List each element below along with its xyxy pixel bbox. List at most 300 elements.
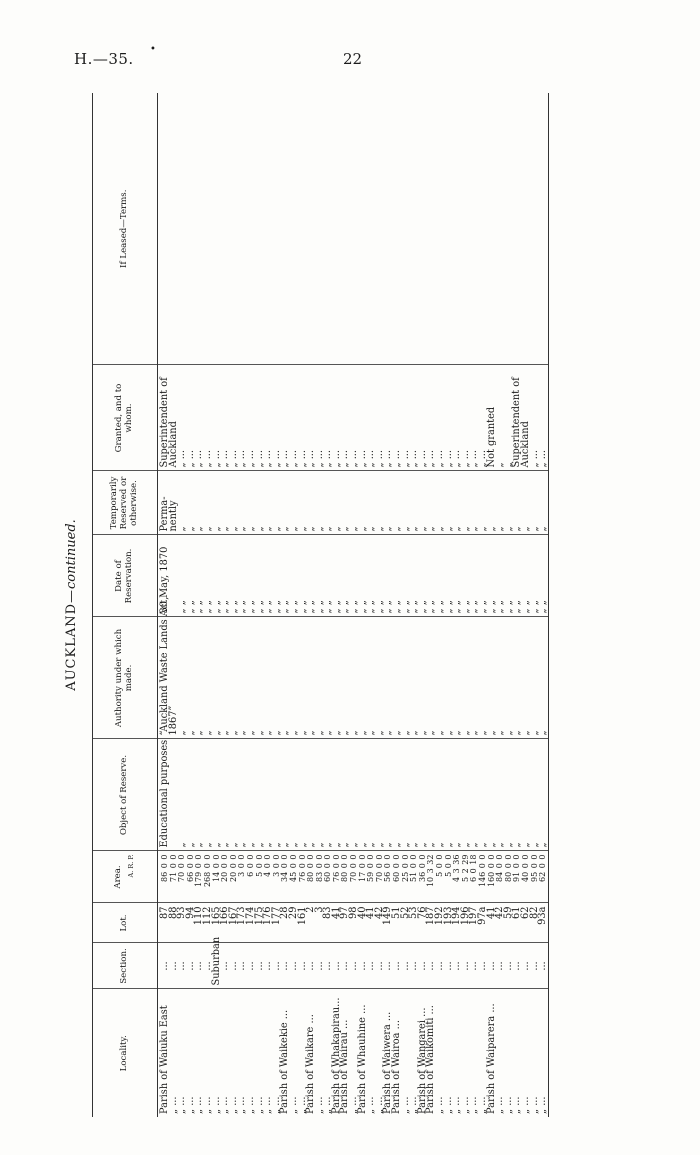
cell-granted: „ ... [384, 365, 393, 471]
cell-lot: 97 [341, 903, 350, 943]
cell-section: ... [350, 943, 359, 989]
cell-locality: Parish of Wairau ... [339, 1019, 351, 1114]
cell-object: „ [479, 739, 488, 851]
cell-temp: „ [470, 471, 479, 535]
cell-temp: „ [445, 471, 454, 535]
col-leased: If Leased—Terms. [93, 93, 158, 365]
cell-locality: „ ... [494, 1096, 506, 1114]
cell-object: „ [213, 739, 222, 851]
cell-date: „ „ [410, 535, 419, 617]
cell-lot: 194 [453, 903, 462, 943]
cell-object: „ [531, 739, 540, 851]
cell-leased [299, 93, 308, 365]
cell-lot: 161 [299, 903, 308, 943]
cell-temp: „ [178, 471, 187, 535]
cell-temp: „ [195, 471, 204, 535]
cell-locality: Parish of Whauhine ... [356, 1004, 368, 1114]
cell-area: 71 0 0 [170, 851, 179, 903]
cell-temp: „ [359, 471, 368, 535]
cell-date: „ „ [187, 535, 196, 617]
cell-object: „ [427, 739, 436, 851]
cell-object: „ [195, 739, 204, 851]
cell-granted: „ ... [531, 365, 540, 471]
cell-locality: „ ... [244, 1096, 256, 1114]
cell-lot: 51 [393, 903, 402, 943]
cell-leased [393, 93, 402, 365]
cell-date: „ „ [256, 535, 265, 617]
cell-temp: „ [453, 471, 462, 535]
cell-date: „ „ [453, 535, 462, 617]
cell-section: Suburban [213, 943, 222, 989]
col-area [93, 851, 158, 903]
cell-temp: „ [316, 471, 325, 535]
cell-date: „ „ [419, 535, 428, 617]
cell-authority: „ [290, 617, 299, 739]
cell-granted: „ ... [187, 365, 196, 471]
cell-area: 83 0 0 [316, 851, 325, 903]
header-row [93, 93, 158, 1117]
cell-area: 40 0 0 [522, 851, 531, 903]
cell-leased [187, 93, 196, 365]
cell-lot: 83 [324, 903, 333, 943]
cell-date: „ „ [367, 535, 376, 617]
cell-leased [247, 93, 256, 365]
cell-area: 20 0 0 [230, 851, 239, 903]
cell-granted: „ ... [445, 365, 454, 471]
cell-area: 59 0 0 [367, 851, 376, 903]
cell-date: „ „ [393, 535, 402, 617]
cell-area: 66 0 0 [187, 851, 196, 903]
cell-leased [445, 93, 454, 365]
cell-temp: „ [402, 471, 411, 535]
cell-granted: „ ... [230, 365, 239, 471]
cell-locality: „ ... [365, 1096, 377, 1114]
cell-granted: „ ... [264, 365, 273, 471]
table-title-italic: continued. [64, 519, 79, 589]
cell-date: „ „ [204, 535, 213, 617]
cell-object: „ [324, 739, 333, 851]
cell-locality: „ ... [201, 1096, 213, 1114]
cell-date: „ „ [230, 535, 239, 617]
cell-locality: „ ... [176, 1096, 188, 1114]
cell-authority: „ [316, 617, 325, 739]
cell-section: ... [496, 943, 505, 989]
cell-locality: „ ... [296, 1096, 308, 1114]
cell-locality: „ ... [476, 1096, 488, 1114]
cell-date: „ „ [299, 535, 308, 617]
cell-granted: „ ... [204, 365, 213, 471]
cell-area: 70 0 0 [178, 851, 187, 903]
cell-lot: 110 [195, 903, 204, 943]
cell-section: ... [299, 943, 308, 989]
cell-lot: 193 [445, 903, 454, 943]
cell-date: „ „ [427, 535, 436, 617]
cell-lot: 41 [488, 903, 497, 943]
cell-date: „ „ [316, 535, 325, 617]
cell-leased [479, 93, 488, 365]
cell-locality: „ ... [210, 1096, 222, 1114]
cell-section: ... [522, 943, 531, 989]
cell-section: ... [419, 943, 428, 989]
cell-object: „ [522, 739, 531, 851]
cell-section: ... [170, 943, 179, 989]
cell-locality: „ ... [253, 1096, 265, 1114]
cell-granted: „ ... [213, 365, 222, 471]
cell-section: ... [195, 943, 204, 989]
cell-leased [273, 93, 282, 365]
cell-date: „ „ [539, 535, 548, 617]
cell-object: „ [221, 739, 230, 851]
cell-locality: Parish of Waiparera ... [485, 1003, 497, 1114]
cell-section: ... [384, 943, 393, 989]
cell-leased [462, 93, 471, 365]
cell-authority: „ [505, 617, 514, 739]
cell-object: „ [376, 739, 385, 851]
cell-lot: 177 [273, 903, 282, 943]
cell-authority: „ [256, 617, 265, 739]
cell-temp: „ [410, 471, 419, 535]
cell-lot: 41 [367, 903, 376, 943]
cell-area: 6 0 0 [247, 851, 256, 903]
cell-authority: „ [384, 617, 393, 739]
cell-locality: „ ... [528, 1096, 540, 1114]
cell-locality: „ ... [262, 1096, 274, 1114]
cell-leased [350, 93, 359, 365]
cell-granted: „ ... [453, 365, 462, 471]
cell-area: 62 0 0 [539, 851, 548, 903]
cell-temp: „ [479, 471, 488, 535]
cell-locality: „ ... [519, 1096, 531, 1114]
page-number: 22 [343, 50, 363, 68]
cell-area: 10 3 32 [427, 851, 436, 903]
cell-lot: 174 [247, 903, 256, 943]
cell-granted: „ ... [238, 365, 247, 471]
col-temp: Temporarily Reserved or otherwise. [93, 471, 158, 535]
col-section: Section. [93, 943, 158, 989]
cell-authority: „ [281, 617, 290, 739]
cell-temp: „ [505, 471, 514, 535]
cell-date: „ „ [436, 535, 445, 617]
cell-object: „ [436, 739, 445, 851]
cell-area: 76 0 0 [299, 851, 308, 903]
cell-leased [496, 93, 505, 365]
cell-locality: „ ... [451, 1096, 463, 1114]
cell-date: „ „ [376, 535, 385, 617]
cell-date: „ „ [359, 535, 368, 617]
cell-object: „ [299, 739, 308, 851]
cell-object: „ [402, 739, 411, 851]
cell-object: „ [453, 739, 462, 851]
cell-authority: „ [350, 617, 359, 739]
cell-locality: Parish of Waikomiti ... [425, 1005, 437, 1114]
cell-section: ... [281, 943, 290, 989]
cell-section: ... [333, 943, 342, 989]
cell-temp: „ [341, 471, 350, 535]
cell-locality: „ ... [373, 1096, 385, 1114]
table-body [158, 93, 549, 1117]
cell-authority: “Auckland Waste Lands Act, [158, 617, 170, 739]
cell-date: „ „ [488, 535, 497, 617]
cell-granted: „ ... [376, 365, 385, 471]
cell-object: „ [264, 739, 273, 851]
cell-temp: „ [376, 471, 385, 535]
cell-object: „ [462, 739, 471, 851]
cell-lot: 165 [213, 903, 222, 943]
cell-locality: „ ... [468, 1096, 480, 1114]
cell-area: 76 0 0 [333, 851, 342, 903]
cell-section: ... [204, 943, 213, 989]
cell-lot: 175 [256, 903, 265, 943]
cell-date: „ „ [333, 535, 342, 617]
cell-lot: 166 [221, 903, 230, 943]
cell-date: „ „ [531, 535, 540, 617]
cell-leased [170, 93, 179, 365]
cell-temp: nently [170, 471, 179, 535]
cell-area: 5 0 0 [445, 851, 454, 903]
cell-date: „ „ [221, 535, 230, 617]
cell-leased [376, 93, 385, 365]
cell-area: 146 0 0 [479, 851, 488, 903]
cell-object: „ [350, 739, 359, 851]
cell-area: 6 0 18 [470, 851, 479, 903]
cell-temp: Perma- [158, 471, 170, 535]
cell-section: ... [376, 943, 385, 989]
cell-authority: „ [522, 617, 531, 739]
cell-area: 4 0 0 [264, 851, 273, 903]
cell-object: „ [290, 739, 299, 851]
cell-area: 86 0 0 [158, 851, 170, 903]
cell-granted: „ ... [307, 365, 316, 471]
cell-authority: „ [367, 617, 376, 739]
cell-temp: „ [221, 471, 230, 535]
ink-speck: • [150, 44, 156, 55]
cell-granted: „ ... [221, 365, 230, 471]
cell-temp: „ [299, 471, 308, 535]
cell-lot: 62 [522, 903, 531, 943]
cell-leased [427, 93, 436, 365]
cell-lot: 61 [513, 903, 522, 943]
cell-locality: „ ... [227, 1096, 239, 1114]
cell-section: ... [367, 943, 376, 989]
cell-object: „ [307, 739, 316, 851]
cell-temp: „ [488, 471, 497, 535]
cell-area: 268 0 0 [204, 851, 213, 903]
cell-area: 80 0 0 [307, 851, 316, 903]
cell-lot: 29 [290, 903, 299, 943]
cell-section: ... [427, 943, 436, 989]
cell-locality: Parish of Waiwera ... [382, 1011, 394, 1114]
cell-authority: „ [187, 617, 196, 739]
cell-locality: „ ... [408, 1096, 420, 1114]
cell-authority: „ [247, 617, 256, 739]
cell-granted: „ ... [479, 365, 488, 471]
cell-granted: „ ... [402, 365, 411, 471]
cell-date: „ „ [213, 535, 222, 617]
cell-leased [453, 93, 462, 365]
cell-authority: „ [462, 617, 471, 739]
cell-leased [195, 93, 204, 365]
cell-area: 160 0 0 [488, 851, 497, 903]
cell-temp: „ [324, 471, 333, 535]
cell-leased [419, 93, 428, 365]
cell-authority: „ [299, 617, 308, 739]
cell-leased [341, 93, 350, 365]
cell-object: „ [187, 739, 196, 851]
cell-lot: 197 [470, 903, 479, 943]
cell-object: „ [496, 739, 505, 851]
cell-granted: „ ... [419, 365, 428, 471]
cell-leased [505, 93, 514, 365]
cell-leased [359, 93, 368, 365]
cell-granted: „ ... [195, 365, 204, 471]
cell-object: „ [419, 739, 428, 851]
cell-leased [290, 93, 299, 365]
cell-date: „ „ [513, 535, 522, 617]
cell-locality: Parish of Wangarei ... [416, 1007, 428, 1114]
cell-leased [178, 93, 187, 365]
cell-locality: „ ... [236, 1096, 248, 1114]
cell-area: 60 0 0 [324, 851, 333, 903]
cell-object: „ [333, 739, 342, 851]
cell-section: ... [479, 943, 488, 989]
cell-granted: „ ... [281, 365, 290, 471]
cell-section: ... [488, 943, 497, 989]
cell-locality: Parish of Whakapirau... [330, 997, 342, 1114]
cell-lot: 87 [158, 903, 170, 943]
cell-authority: „ [333, 617, 342, 739]
cell-area: 5 0 0 [436, 851, 445, 903]
cell-lot: 42 [496, 903, 505, 943]
cell-date: „ „ [281, 535, 290, 617]
cell-authority: „ [470, 617, 479, 739]
cell-lot: 112 [204, 903, 213, 943]
cell-lot: 176 [264, 903, 273, 943]
cell-granted: „ ... [247, 365, 256, 471]
cell-locality: „ ... [184, 1096, 196, 1114]
cell-leased [531, 93, 540, 365]
cell-leased [221, 93, 230, 365]
cell-area: 80 0 0 [505, 851, 514, 903]
cell-area: 5 0 0 [256, 851, 265, 903]
cell-authority: „ [453, 617, 462, 739]
cell-date: „ „ [462, 535, 471, 617]
col-lot: Lot. [93, 903, 158, 943]
cell-section: ... [410, 943, 419, 989]
cell-granted: „ ... [436, 365, 445, 471]
cell-lot: 3 [316, 903, 325, 943]
cell-leased [316, 93, 325, 365]
cell-date: „ „ [247, 535, 256, 617]
cell-section: ... [513, 943, 522, 989]
cell-date: „ „ [195, 535, 204, 617]
cell-object: „ [178, 739, 187, 851]
cell-lot: 93a [539, 903, 548, 943]
cell-granted: „ ... [256, 365, 265, 471]
cell-temp: „ [187, 471, 196, 535]
cell-temp: „ [247, 471, 256, 535]
cell-area: 25 0 0 [402, 851, 411, 903]
cell-temp: „ [238, 471, 247, 535]
cell-object: „ [410, 739, 419, 851]
cell-area: 84 0 0 [496, 851, 505, 903]
cell-object: „ [204, 739, 213, 851]
cell-area: 34 0 0 [281, 851, 290, 903]
cell-section: ... [453, 943, 462, 989]
cell-authority: „ [238, 617, 247, 739]
cell-area: 36 0 0 [419, 851, 428, 903]
cell-date: „ „ [384, 535, 393, 617]
cell-granted: Auckland [522, 365, 531, 471]
cell-date: „ „ [496, 535, 505, 617]
cell-granted: „ ... [470, 365, 479, 471]
col-object: Object of Reserve. [93, 739, 158, 851]
cell-date: „ „ [479, 535, 488, 617]
cell-area: 56 0 0 [384, 851, 393, 903]
cell-granted: „ ... [410, 365, 419, 471]
col-area-units: A. R. P. [127, 854, 136, 878]
cell-date: „ „ [350, 535, 359, 617]
cell-granted: „ ... [290, 365, 299, 471]
cell-section: ... [273, 943, 282, 989]
cell-granted: Superintendent of [158, 365, 170, 471]
cell-area: 45 0 0 [290, 851, 299, 903]
cell-date: „ „ [264, 535, 273, 617]
cell-temp: „ [213, 471, 222, 535]
cell-object: „ [273, 739, 282, 851]
cell-lot: 82 [531, 903, 540, 943]
cell-locality: „ ... [322, 1096, 334, 1114]
cell-authority: „ [324, 617, 333, 739]
cell-area: 95 0 0 [531, 851, 540, 903]
cell-temp: „ [281, 471, 290, 535]
cell-object: „ [281, 739, 290, 851]
cell-area: 17 0 0 [359, 851, 368, 903]
cell-section: ... [436, 943, 445, 989]
cell-granted: Not granted [488, 365, 497, 471]
cell-granted: Auckland [170, 365, 179, 471]
cell-leased [324, 93, 333, 365]
cell-lot: 88 [170, 903, 179, 943]
cell-area: 179 0 0 [195, 851, 204, 903]
cell-granted: „ ... [539, 365, 548, 471]
cell-section: ... [230, 943, 239, 989]
col-area-label: Area. [113, 865, 124, 889]
cell-authority: „ [359, 617, 368, 739]
cell-authority: „ [307, 617, 316, 739]
cell-area: 80 0 0 [341, 851, 350, 903]
cell-leased [256, 93, 265, 365]
cell-object: „ [316, 739, 325, 851]
cell-authority: „ [195, 617, 204, 739]
cell-lot: 196 [462, 903, 471, 943]
cell-area: 3 0 0 [238, 851, 247, 903]
cell-section: ... [341, 943, 350, 989]
cell-lot: 52 [402, 903, 411, 943]
rotated-table-block [64, 93, 638, 1117]
cell-area: 14 0 0 [213, 851, 222, 903]
cell-object: „ [445, 739, 454, 851]
cell-section: ... [393, 943, 402, 989]
cell-granted: „ ... [350, 365, 359, 471]
cell-authority: „ [273, 617, 282, 739]
cell-authority: „ [445, 617, 454, 739]
cell-lot: 42 [376, 903, 385, 943]
cell-object: „ [230, 739, 239, 851]
cell-object: „ [470, 739, 479, 851]
cell-object: „ [367, 739, 376, 851]
cell-section: ... [238, 943, 247, 989]
cell-temp: „ [436, 471, 445, 535]
